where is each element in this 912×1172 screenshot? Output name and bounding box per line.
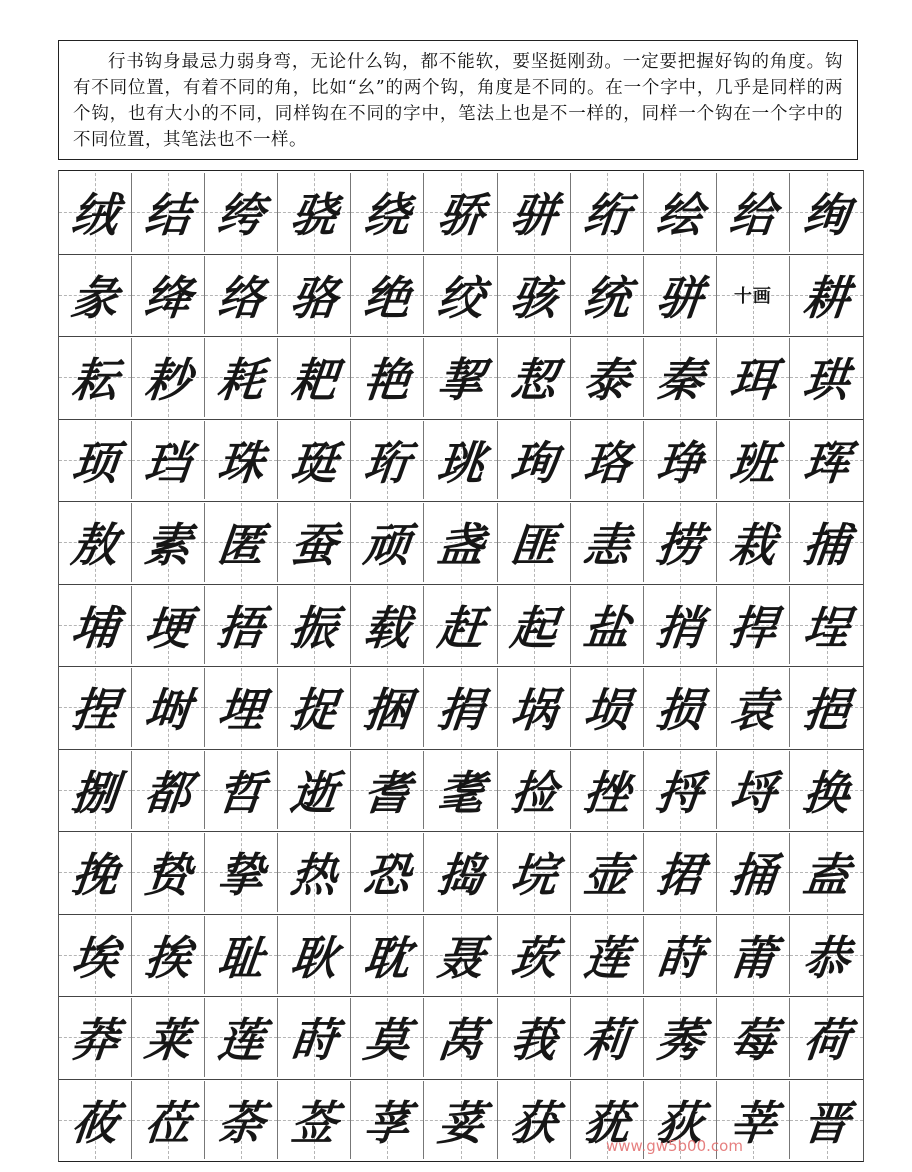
grid-cell: [351, 586, 424, 665]
grid-cell: [498, 668, 571, 747]
grid-row: [59, 586, 863, 665]
practice-character: 珠: [215, 435, 267, 490]
practice-character: 栽: [726, 518, 779, 573]
grid-cell: [790, 833, 863, 912]
practice-character: 统: [580, 270, 633, 325]
practice-character: 匪: [507, 518, 560, 573]
practice-character: 恚: [580, 518, 633, 573]
practice-character: 莽: [68, 1013, 121, 1068]
grid-cell: [59, 998, 132, 1077]
practice-character: 秦: [653, 353, 706, 408]
practice-character: 贽: [141, 848, 194, 903]
grid-cell: [644, 421, 717, 500]
practice-character: 珲: [800, 435, 853, 490]
grid-cell: [425, 586, 498, 665]
practice-character: 莘: [726, 1095, 779, 1150]
practice-character: 莪: [507, 1013, 560, 1068]
practice-character: 莆: [726, 930, 779, 985]
grid-cell: [351, 1081, 424, 1160]
grid-cell: [498, 338, 571, 417]
grid-cell: [425, 751, 498, 830]
practice-character: 敖: [68, 518, 121, 573]
grid-cell: [205, 256, 278, 335]
practice-character: 蚕: [288, 518, 340, 573]
practice-character: 莓: [726, 1013, 779, 1068]
grid-cell: [571, 503, 644, 582]
practice-character: 骄: [434, 188, 487, 243]
practice-character: 结: [141, 188, 194, 243]
grid-cell: [205, 833, 278, 912]
grid-cell: [132, 503, 205, 582]
practice-character: 珩: [361, 435, 413, 490]
practice-character: 莳: [288, 1013, 340, 1068]
row-divider: [59, 584, 863, 585]
practice-character: 晋: [800, 1095, 853, 1150]
grid-cell: [790, 998, 863, 1077]
practice-character: 绛: [141, 270, 194, 325]
practice-character: 莩: [361, 1095, 413, 1150]
grid-row: [59, 338, 863, 417]
practice-character: 彖: [68, 270, 121, 325]
grid-cell: [425, 421, 498, 500]
practice-character: 捉: [288, 683, 340, 738]
grid-cell: [790, 751, 863, 830]
grid-cell: [278, 998, 351, 1077]
practice-character: 耗: [215, 353, 267, 408]
practice-character: 挹: [800, 683, 853, 738]
grid-cell: [717, 173, 790, 252]
character-practice-grid: [58, 170, 864, 1162]
practice-character: 耖: [141, 353, 194, 408]
grid-cell: [644, 256, 717, 335]
grid-row: [59, 998, 863, 1077]
grid-cell: [425, 256, 498, 335]
practice-character: 给: [726, 188, 779, 243]
practice-character: 盍: [800, 848, 853, 903]
grid-row: [59, 833, 863, 912]
grid-cell: [498, 916, 571, 995]
grid-cell: [425, 173, 498, 252]
grid-cell: [132, 998, 205, 1077]
practice-character: 埃: [68, 930, 121, 985]
grid-cell: [571, 256, 644, 335]
practice-character: 珧: [434, 435, 487, 490]
practice-character: 盐: [580, 600, 633, 655]
practice-character: 起: [507, 600, 560, 655]
practice-character: 捎: [653, 600, 706, 655]
grid-row: [59, 173, 863, 252]
grid-cell: [644, 751, 717, 830]
grid-cell: [132, 916, 205, 995]
practice-character: 挨: [141, 930, 194, 985]
intro-text-box: [58, 40, 858, 160]
practice-character: 捣: [434, 848, 487, 903]
grid-cell: [571, 421, 644, 500]
practice-character: 莉: [580, 1013, 633, 1068]
grid-row: [59, 503, 863, 582]
grid-cell: [571, 916, 644, 995]
practice-character: 绒: [68, 188, 121, 243]
grid-cell: [498, 833, 571, 912]
practice-character: 耆: [361, 765, 413, 820]
practice-character: 壶: [580, 848, 633, 903]
practice-character: 顼: [68, 435, 121, 490]
practice-character: 荻: [653, 1095, 706, 1150]
row-divider: [59, 914, 863, 915]
practice-character: 莫: [361, 1013, 413, 1068]
grid-cell: [59, 173, 132, 252]
row-divider: [59, 666, 863, 667]
practice-character: 骇: [507, 270, 560, 325]
grid-cell: [278, 338, 351, 417]
grid-cell: [132, 751, 205, 830]
practice-character: 振: [288, 600, 340, 655]
practice-character: 埒: [726, 765, 779, 820]
grid-cell: [498, 503, 571, 582]
practice-character: 恐: [361, 848, 413, 903]
grid-cell: [278, 668, 351, 747]
grid-cell: [205, 916, 278, 995]
grid-cell: [717, 668, 790, 747]
practice-character: 骁: [288, 188, 340, 243]
practice-character: 垸: [507, 848, 560, 903]
practice-character: 荽: [434, 1095, 487, 1150]
practice-character: 哲: [215, 765, 267, 820]
grid-cell: [205, 503, 278, 582]
practice-character: 捅: [726, 848, 779, 903]
grid-row: [59, 916, 863, 995]
grid-cell: [278, 503, 351, 582]
practice-character: 络: [215, 270, 267, 325]
practice-character: 绗: [580, 188, 633, 243]
practice-character: 珙: [800, 353, 853, 408]
grid-cell: [790, 586, 863, 665]
grid-cell: [571, 338, 644, 417]
practice-character: 匿: [215, 518, 267, 573]
practice-character: 耘: [68, 353, 121, 408]
practice-character: 骆: [288, 270, 340, 325]
practice-character: 骈: [507, 188, 560, 243]
grid-cell: [425, 833, 498, 912]
practice-character: 莅: [141, 1095, 194, 1150]
grid-cell: [790, 338, 863, 417]
practice-character: 莜: [68, 1095, 121, 1150]
practice-character: 换: [800, 765, 853, 820]
grid-cell: [717, 338, 790, 417]
practice-character: 绚: [800, 188, 853, 243]
practice-character: 珣: [507, 435, 560, 490]
practice-character: 绔: [215, 188, 267, 243]
grid-cell: [571, 833, 644, 912]
practice-character: 恭: [800, 930, 853, 985]
grid-cell: [59, 586, 132, 665]
grid-cell: [205, 668, 278, 747]
practice-character: 袁: [726, 683, 779, 738]
practice-character: 捃: [653, 848, 706, 903]
grid-cell: [425, 668, 498, 747]
grid-cell: [790, 256, 863, 335]
grid-cell: [644, 586, 717, 665]
grid-cell: [425, 503, 498, 582]
intro-paragraph: 行书钩身最忌力弱身弯，无论什么钩，都不能软，要坚挺刚劲。一定要把握好钩的角度。钩有不同位置，有着不同的角，比如“幺”的两个钩，角度是不同的。在一个字中，几乎是同样的两个钩，也有大小的不同，同样钩在不同的字中，笔法上也是不一样的，同样一个钩在一个字中的不同位置，其笔法也不一样。: [73, 52, 843, 150]
grid-cell: [132, 421, 205, 500]
grid-cell: [498, 173, 571, 252]
practice-character: 珥: [726, 353, 779, 408]
grid-cell: [132, 833, 205, 912]
grid-cell: [717, 998, 790, 1077]
grid-cell: [717, 916, 790, 995]
grid-cell: [132, 173, 205, 252]
grid-cell: [351, 503, 424, 582]
grid-cell: [717, 586, 790, 665]
grid-cell: [351, 256, 424, 335]
grid-cell: [351, 421, 424, 500]
grid-cell: [498, 1081, 571, 1160]
practice-character: 埚: [507, 683, 560, 738]
grid-cell: [59, 1081, 132, 1160]
grid-cell: [644, 173, 717, 252]
practice-character: 捍: [726, 600, 779, 655]
grid-row: [59, 421, 863, 500]
grid-cell: [425, 998, 498, 1077]
practice-character: 埂: [141, 600, 194, 655]
grid-cell: [790, 421, 863, 500]
grid-cell: [278, 916, 351, 995]
grid-row: [59, 256, 863, 335]
grid-cell: [498, 421, 571, 500]
grid-cell: [59, 503, 132, 582]
grid-cell: [205, 1081, 278, 1160]
practice-character: 荼: [215, 1095, 267, 1150]
grid-cell: [717, 833, 790, 912]
grid-cell: [205, 586, 278, 665]
grid-cell: [59, 668, 132, 747]
grid-cell: [351, 833, 424, 912]
grid-cell: [59, 916, 132, 995]
grid-cell: [790, 916, 863, 995]
row-divider: [59, 996, 863, 997]
grid-cell: [205, 751, 278, 830]
practice-character: 莲: [215, 1013, 267, 1068]
grid-cell: [278, 421, 351, 500]
practice-character: 捋: [653, 765, 706, 820]
grid-cell: [351, 173, 424, 252]
grid-cell: [498, 998, 571, 1077]
practice-character: 莱: [141, 1013, 194, 1068]
grid-cell: [717, 751, 790, 830]
site-watermark: www.gw5b00.com: [606, 1137, 743, 1155]
grid-row: [59, 668, 863, 747]
grid-cell: [790, 173, 863, 252]
practice-character: 捌: [68, 765, 121, 820]
grid-cell: [132, 338, 205, 417]
grid-cell: [790, 668, 863, 747]
grid-cell: [351, 751, 424, 830]
grid-cell: [205, 421, 278, 500]
practice-character: 埔: [68, 600, 121, 655]
practice-character: 载: [361, 600, 413, 655]
grid-cell: [351, 338, 424, 417]
grid-cell: [278, 173, 351, 252]
grid-cell: [644, 668, 717, 747]
grid-cell: [351, 916, 424, 995]
grid-cell: [644, 503, 717, 582]
grid-row: [59, 751, 863, 830]
practice-character: 挚: [215, 848, 267, 903]
practice-character: 逝: [288, 765, 340, 820]
practice-character: 莳: [653, 930, 706, 985]
practice-character: 挫: [580, 765, 633, 820]
practice-character: 都: [141, 765, 194, 820]
grid-cell: [717, 503, 790, 582]
grid-cell: [205, 173, 278, 252]
practice-character: 捡: [507, 765, 560, 820]
row-divider: [59, 749, 863, 750]
grid-cell: [59, 833, 132, 912]
practice-character: 艳: [361, 353, 413, 408]
practice-character: 班: [726, 435, 779, 490]
grid-cell: [571, 751, 644, 830]
practice-character: 获: [507, 1095, 560, 1150]
practice-character: 泰: [580, 353, 633, 408]
practice-character: 耙: [288, 353, 340, 408]
grid-cell: [132, 586, 205, 665]
practice-character: 莰: [507, 930, 560, 985]
grid-cell: [498, 586, 571, 665]
practice-character: 骈: [653, 270, 706, 325]
practice-character: 埘: [141, 683, 194, 738]
practice-character: 琤: [653, 435, 706, 490]
practice-character: 损: [653, 683, 706, 738]
practice-character: 捆: [361, 683, 413, 738]
practice-character: 珽: [288, 435, 340, 490]
practice-character: 埙: [580, 683, 633, 738]
practice-character: 绝: [361, 270, 413, 325]
practice-character: 捕: [800, 518, 853, 573]
practice-character: 耄: [434, 765, 487, 820]
practice-character: 挈: [434, 353, 487, 408]
practice-character: 素: [141, 518, 194, 573]
row-divider: [59, 254, 863, 255]
row-divider: [59, 1079, 863, 1080]
practice-character: 耻: [215, 930, 267, 985]
practice-character: 恝: [507, 353, 560, 408]
practice-character: 绘: [653, 188, 706, 243]
grid-cell: [425, 916, 498, 995]
practice-character: 耿: [288, 930, 340, 985]
grid-cell: [205, 338, 278, 417]
practice-character: 莠: [653, 1013, 706, 1068]
row-divider: [59, 419, 863, 420]
practice-character: 赶: [434, 600, 487, 655]
grid-cell: [59, 338, 132, 417]
row-divider: [59, 336, 863, 337]
grid-cell: [278, 751, 351, 830]
grid-cell: [498, 751, 571, 830]
grid-cell: [351, 668, 424, 747]
practice-character: 热: [288, 848, 340, 903]
grid-cell: [132, 256, 205, 335]
practice-character: 聂: [434, 930, 487, 985]
grid-cell: [205, 998, 278, 1077]
grid-cell: [571, 668, 644, 747]
grid-cell: [644, 833, 717, 912]
grid-cell: [278, 1081, 351, 1160]
grid-cell: [132, 668, 205, 747]
grid-cell: [571, 998, 644, 1077]
practice-character: 埋: [215, 683, 267, 738]
grid-cell: [59, 256, 132, 335]
practice-character: 耕: [800, 270, 853, 325]
grid-cell: [278, 586, 351, 665]
grid-cell: [571, 586, 644, 665]
practice-character: 莶: [288, 1095, 340, 1150]
grid-cell: [59, 421, 132, 500]
row-divider: [59, 831, 863, 832]
row-divider: [59, 501, 863, 502]
grid-cell: [425, 1081, 498, 1160]
grid-cell: [59, 751, 132, 830]
practice-character: 捐: [434, 683, 487, 738]
practice-character: 珞: [580, 435, 633, 490]
grid-cell: [644, 916, 717, 995]
practice-character: 顽: [361, 518, 413, 573]
practice-character: 荷: [800, 1013, 853, 1068]
practice-character: 莲: [580, 930, 633, 985]
grid-cell: [644, 998, 717, 1077]
grid-cell: [717, 421, 790, 500]
grid-cell: [571, 173, 644, 252]
practice-character: 珰: [141, 435, 194, 490]
practice-character: 捞: [653, 518, 706, 573]
practice-character: 绞: [434, 270, 487, 325]
grid-cell: [790, 503, 863, 582]
practice-character: 莴: [434, 1013, 487, 1068]
practice-character: 埕: [800, 600, 853, 655]
grid-cell: [425, 338, 498, 417]
grid-cell: [351, 998, 424, 1077]
practice-character: 盏: [434, 518, 487, 573]
grid-cell: [717, 256, 790, 335]
practice-character: 捂: [215, 600, 267, 655]
grid-cell: [132, 1081, 205, 1160]
practice-character: 捏: [68, 683, 121, 738]
practice-character: 莸: [580, 1095, 633, 1150]
grid-cell: [498, 256, 571, 335]
practice-character: 耽: [361, 930, 413, 985]
grid-cell: [278, 833, 351, 912]
grid-cell: [644, 338, 717, 417]
grid-cell: [790, 1081, 863, 1160]
stroke-count-label: 十画: [733, 285, 772, 307]
practice-character: 绕: [361, 188, 413, 243]
grid-cell: [278, 256, 351, 335]
practice-character: 挽: [68, 848, 121, 903]
